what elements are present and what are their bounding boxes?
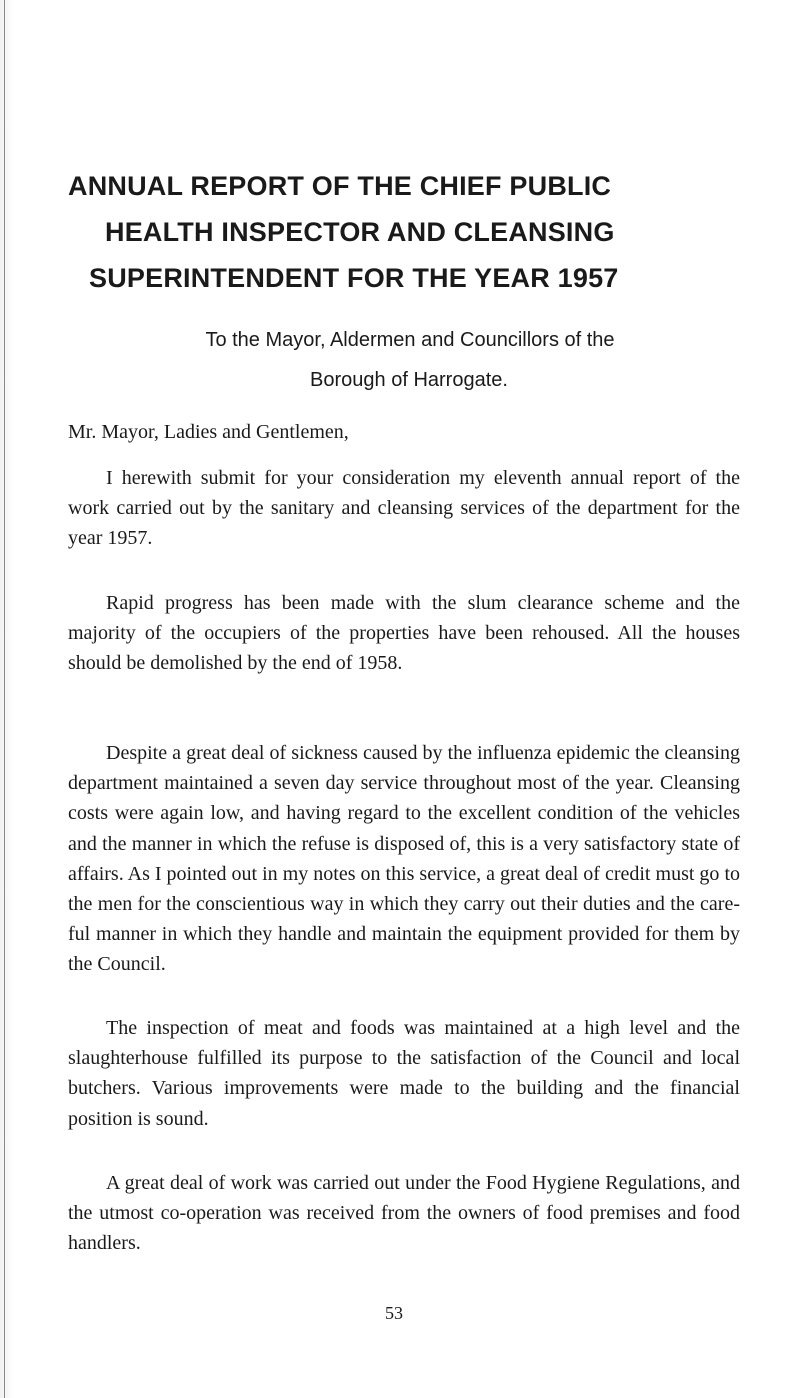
paragraph-4: The inspection of meat and foods was maintained at a high level and the slaughterhouse fulfilled its purpose to the satisfaction of the Council and local butchers. Various improvements were made to the building and the financial position is sound. <box>68 1017 740 1130</box>
scan-line <box>4 0 5 1398</box>
address-line-1: To the Mayor, Aldermen and Councillors of the <box>205 329 615 351</box>
address-block <box>150 320 670 400</box>
paragraph-1: I herewith submit for your consideration my eleventh annual report of the work carried out by the sanitary and cleansing services of the department for the year 1957. <box>68 467 740 550</box>
title-line-2: HEALTH INSPECTOR AND CLEANSING <box>105 217 615 247</box>
scan-edge <box>0 0 14 1398</box>
paragraph-3: Despite a great deal of sickness caused by the influenza epidemic the cleansing department maintained a seven day service throughout most of the year. Cleansing costs were again low, and having regard to the excellent condition of the vehicles and the manner in which the refuse is disposed of, this is a very satisfactory state of affairs. As I pointed out in my notes on this service, a great deal of credit must go to the men for the conscientious way in which they carry out their duties and the careful manner in which they handle and maintain the equipment provided for them by the Council. <box>68 742 740 976</box>
paragraph-5: A great deal of work was carried out under the Food Hygiene Regulations, and the utmost co-operation was received from the owners of food premises and food handlers. <box>68 1172 740 1255</box>
title-line-1: ANNUAL REPORT OF THE CHIEF PUBLIC <box>68 171 612 201</box>
salutation: Mr. Mayor, Ladies and Gentlemen, <box>68 421 349 443</box>
title-line-3: SUPERINTENDENT FOR THE YEAR 1957 <box>89 263 619 293</box>
page-number: 53 <box>385 1303 403 1323</box>
address-line-2: Borough of Harrogate. <box>310 369 508 391</box>
paragraph-2: Rapid progress has been made with the slum clearance scheme and the majority of the occupiers of the properties have been rehoused. All the houses should be demolished by the end of 1958. <box>68 592 740 675</box>
report-title <box>68 163 708 301</box>
